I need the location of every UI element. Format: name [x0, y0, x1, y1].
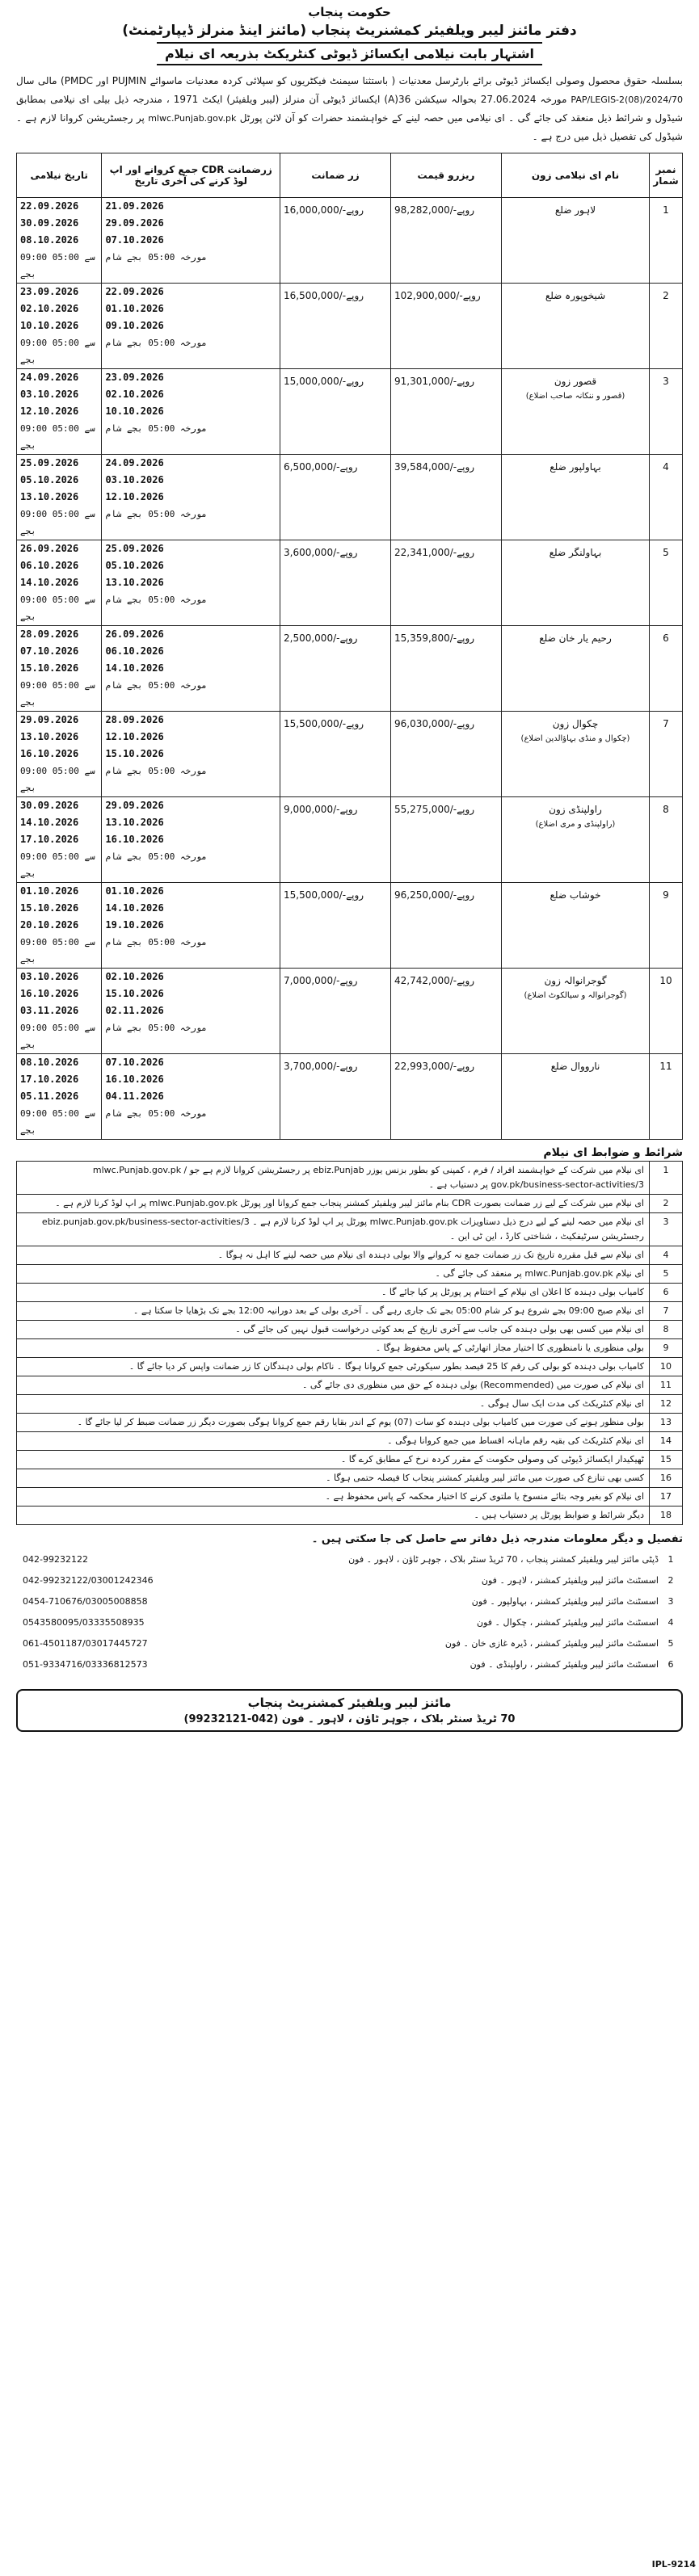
term-num: 16: [650, 1469, 683, 1488]
row-num: 11: [650, 1054, 683, 1140]
cdr-time: مورخہ 05:00 بجے شام: [105, 1108, 207, 1119]
row-reserve: 39,584,000/-روپے: [391, 455, 502, 540]
cdr-time: مورخہ 05:00 بجے شام: [105, 595, 207, 605]
zone-name: خوشاب ضلع: [550, 889, 601, 901]
auction-time: 09:00 سے 05:00 بجے: [20, 1023, 95, 1050]
row-num: 1: [650, 198, 683, 284]
row-reserve: 91,301,000/-روپے: [391, 369, 502, 455]
term-text: ای نیلام کنٹریکٹ کی بقیہ رقم ماہانہ اقساط میں جمع کروانا ہوگی ۔: [17, 1432, 650, 1451]
term-text: بولی منظوری یا نامنظوری کا اختیار مجاز اتھارٹی کے پاس محفوظ ہوگا ۔: [17, 1339, 650, 1358]
cdr-date: 29.09.2026: [105, 800, 164, 811]
term-row: [17, 1302, 683, 1321]
term-row: [17, 1376, 683, 1395]
row-num: 6: [650, 626, 683, 712]
cdr-date: 29.09.2026: [105, 217, 164, 229]
auction-time: 09:00 سے 05:00 بجے: [20, 338, 95, 365]
cdr-date: 13.10.2026: [105, 577, 164, 588]
auction-date: 16.10.2026: [20, 988, 79, 999]
row-reserve: 15,359,800/-روپے: [391, 626, 502, 712]
row-cdr-dates: [102, 284, 280, 369]
term-row: [17, 1339, 683, 1358]
term-text: ای نیلام میں شرکت کے لیے زر ضمانت بصورت CDR بنام مائنز لیبر ویلفیئر کمشنر پنجاب جمع کروانا اور پورٹل mlwc.Punjab.gov.pk پر اپ لوڈ کرنا لازم ہے ۔: [17, 1195, 650, 1213]
term-row: [17, 1213, 683, 1246]
col-reserve: ریزرو قیمت: [391, 153, 502, 198]
row-security: 15,000,000/-روپے: [280, 369, 391, 455]
auction-schedule-table: [16, 153, 683, 1140]
terms-title: شرائط و ضوابط ای نیلام: [543, 1146, 683, 1159]
term-text: ای نیلام سے قبل مقررہ تاریخ تک زر ضمانت جمع نہ کروانے والا بولی دہندہ ای نیلام میں حصہ لینے کا اہل نہ ہوگا ۔: [17, 1246, 650, 1265]
row-reserve: 96,250,000/-روپے: [391, 883, 502, 969]
contact-item: [16, 1591, 683, 1612]
auction-time: 09:00 سے 05:00 بجے: [20, 1108, 95, 1136]
row-cdr-dates: [102, 1054, 280, 1140]
term-num: 7: [650, 1302, 683, 1321]
auction-time: 09:00 سے 05:00 بجے: [20, 937, 95, 964]
term-num: 14: [650, 1432, 683, 1451]
cdr-date: 16.10.2026: [105, 834, 164, 845]
term-num: 1: [650, 1162, 683, 1195]
row-security: 15,500,000/-روپے: [280, 712, 391, 797]
table-row: [17, 369, 683, 455]
auction-time: 09:00 سے 05:00 بجے: [20, 252, 95, 279]
row-num: 4: [650, 455, 683, 540]
auction-date: 16.10.2026: [20, 748, 79, 759]
auction-date: 30.09.2026: [20, 800, 79, 811]
auction-date: 15.10.2026: [20, 902, 79, 914]
term-text: ای نیلام کو بغیر وجہ بتائے منسوخ یا ملتوی کرنے کا اختیار محکمہ کے پاس محفوظ ہے ۔: [17, 1488, 650, 1507]
auction-date: 25.09.2026: [20, 457, 79, 469]
intro-text-b: مورخہ 27.06.2024 بحوالہ سیکشن 36(A) ایکسائز ڈیوٹی آن منرلز (لیبر ویلفیئر) ایکٹ 1971 ، مندرجہ ذیل بیلی ای نیلامی بمطابق شیڈول و شرائط ذیل منعقد کی جائے گی ۔ ای نیلامی میں حصہ لینے کے خواہشمند حضرات کو آن لائن پورٹل: [16, 94, 683, 124]
row-auction-dates: [17, 284, 102, 369]
auction-time: 09:00 سے 05:00 بجے: [20, 766, 95, 793]
term-row: [17, 1321, 683, 1339]
term-text: ای نیلام میں حصہ لینے کے لیے درج ذیل دستاویزات mlwc.Punjab.gov.pk پورٹل پر اپ لوڈ کرنا لازم ہے ۔ ebiz.punjab.gov.pk/business-sector-activities/3 رجسٹریشن سرٹیفکیٹ ، شناختی کارڈ ، این ٹی این ۔: [17, 1213, 650, 1246]
contact-phone: 061-4501187/03017445727: [23, 1637, 148, 1649]
auction-time: 09:00 سے 05:00 بجے: [20, 851, 95, 879]
cdr-time: مورخہ 05:00 بجے شام: [105, 252, 207, 263]
cdr-date: 01.10.2026: [105, 303, 164, 314]
term-num: 4: [650, 1246, 683, 1265]
auction-date: 08.10.2026: [20, 1057, 79, 1068]
zone-name: لاہور ضلع: [554, 204, 596, 216]
row-reserve: 96,030,000/-روپے: [391, 712, 502, 797]
table-row: [17, 1054, 683, 1140]
contact-phone: 0454-710676/03005008858: [23, 1595, 148, 1607]
auction-date: 20.10.2026: [20, 919, 79, 931]
cdr-time: مورخہ 05:00 بجے شام: [105, 509, 207, 519]
zone-name: قصور زون: [554, 376, 597, 387]
contact-item: [16, 1654, 683, 1675]
term-num: 5: [650, 1265, 683, 1284]
table-row: [17, 883, 683, 969]
row-zone: [502, 198, 650, 284]
auction-date: 28.09.2026: [20, 628, 79, 640]
auction-time: 09:00 سے 05:00 بجے: [20, 680, 95, 708]
table-row: [17, 455, 683, 540]
cdr-date: 09.10.2026: [105, 320, 164, 331]
term-row: [17, 1162, 683, 1195]
term-num: 15: [650, 1451, 683, 1469]
auction-date: 12.10.2026: [20, 406, 79, 417]
cdr-date: 28.09.2026: [105, 714, 164, 725]
row-cdr-dates: [102, 883, 280, 969]
row-security: 2,500,000/-روپے: [280, 626, 391, 712]
term-text: ای نیلام کی صورت میں (Recommended) بولی دہندہ کے حق میں منظوری دی جائے گی ۔: [17, 1376, 650, 1395]
zone-name: نارووال ضلع: [550, 1061, 600, 1072]
cdr-time: مورخہ 05:00 بجے شام: [105, 1023, 207, 1033]
footer: [16, 1689, 683, 1732]
auction-date: 01.10.2026: [20, 885, 79, 897]
row-cdr-dates: [102, 626, 280, 712]
header-title: اشتہار بابت نیلامی ایکسائز ڈیوٹی کنٹریکٹ بذریعہ ای نیلام: [157, 42, 542, 65]
ipl-number: IPL-9214: [651, 2559, 696, 2570]
row-auction-dates: [17, 455, 102, 540]
row-num: 2: [650, 284, 683, 369]
contact-num: 3: [667, 1595, 674, 1607]
contact-num: 2: [667, 1574, 674, 1586]
cdr-time: مورخہ 05:00 بجے شام: [105, 851, 207, 862]
footer-address: 70 ٹریڈ سنٹر بلاک ، جوہر ٹاؤن ، لاہور ۔ فون (042-99232121): [183, 1713, 516, 1725]
row-zone: [502, 883, 650, 969]
auction-date: 10.10.2026: [20, 320, 79, 331]
contact-num: 4: [667, 1616, 674, 1628]
contact-office: اسسٹنٹ مائنز لیبر ویلفیئر کمشنر ، بہاولپور ۔ فون: [471, 1595, 659, 1607]
term-row: [17, 1432, 683, 1451]
auction-time: 09:00 سے 05:00 بجے: [20, 423, 95, 451]
cdr-date: 14.10.2026: [105, 902, 164, 914]
row-security: 3,600,000/-روپے: [280, 540, 391, 626]
zone-name: چکوال زون: [552, 718, 599, 729]
col-auction: تاریخ نیلامی: [17, 153, 102, 198]
header: [16, 5, 683, 65]
cdr-date: 13.10.2026: [105, 817, 164, 828]
zone-name: راولپنڈی زون: [549, 804, 602, 815]
auction-date: 26.09.2026: [20, 543, 79, 554]
row-reserve: 55,275,000/-روپے: [391, 797, 502, 883]
term-num: 13: [650, 1414, 683, 1432]
contacts-title: تفصیل و دیگر معلومات مندرجہ ذیل دفاتر سے حاصل کی جا سکتی ہیں ۔: [311, 1533, 683, 1545]
row-num: 5: [650, 540, 683, 626]
auction-date: 23.09.2026: [20, 286, 79, 297]
term-row: [17, 1284, 683, 1302]
table-row: [17, 540, 683, 626]
auction-date: 08.10.2026: [20, 234, 79, 246]
table-row: [17, 969, 683, 1054]
row-security: 9,000,000/-روپے: [280, 797, 391, 883]
intro-ref: PAP/LEGIS-2(08)/2024/70: [571, 95, 683, 105]
term-num: 6: [650, 1284, 683, 1302]
cdr-date: 19.10.2026: [105, 919, 164, 931]
row-zone: [502, 797, 650, 883]
row-reserve: 22,341,000/-روپے: [391, 540, 502, 626]
table-row: [17, 712, 683, 797]
term-text: دیگر شرائط و ضوابط پورٹل پر دستیاب ہیں ۔: [17, 1507, 650, 1525]
contact-office: اسسٹنٹ مائنز لیبر ویلفیئر کمشنر ، چکوال ۔ فون: [477, 1616, 659, 1628]
auction-date: 05.10.2026: [20, 474, 79, 485]
auction-date: 03.11.2026: [20, 1005, 79, 1016]
cdr-date: 10.10.2026: [105, 406, 164, 417]
contacts-list: [16, 1549, 683, 1675]
cdr-date: 16.10.2026: [105, 1074, 164, 1085]
cdr-date: 02.10.2026: [105, 971, 164, 982]
cdr-date: 02.11.2026: [105, 1005, 164, 1016]
auction-date: 29.09.2026: [20, 714, 79, 725]
contact-item: [16, 1549, 683, 1570]
auction-date: 24.09.2026: [20, 372, 79, 383]
row-num: 7: [650, 712, 683, 797]
auction-time: 09:00 سے 05:00 بجے: [20, 509, 95, 536]
cdr-date: 24.09.2026: [105, 457, 164, 469]
row-zone: [502, 455, 650, 540]
row-zone: [502, 540, 650, 626]
contact-office: ڈپٹی مائنز لیبر ویلفیئر کمشنر پنجاب ، 70 ٹریڈ سنٹر بلاک ، جوہر ٹاؤن ، لاہور ۔ فون: [348, 1553, 659, 1565]
contact-num: 5: [667, 1637, 674, 1649]
zone-name: گوجرانوالہ زون: [544, 975, 607, 986]
footer-office: مائنز لیبر ویلفیئر کمشنریٹ پنجاب: [247, 1696, 452, 1710]
row-auction-dates: [17, 540, 102, 626]
cdr-date: 04.11.2026: [105, 1090, 164, 1102]
cdr-date: 06.10.2026: [105, 645, 164, 657]
term-text: ای نیلام کنٹریکٹ کی مدت ایک سال ہوگی ۔: [17, 1395, 650, 1414]
auction-date: 03.10.2026: [20, 971, 79, 982]
contact-phone: 0543580095/03335508935: [23, 1616, 145, 1628]
row-auction-dates: [17, 712, 102, 797]
row-security: 16,000,000/-روپے: [280, 198, 391, 284]
zone-sub: (چکوال و منڈی بہاؤالدین اضلاع): [520, 734, 630, 743]
term-text: ای نیلام میں کسی بھی بولی دہندہ کی جانب سے آخری تاریخ کے بعد کوئی درخواست قبول نہیں کی جائے گی ۔: [17, 1321, 650, 1339]
auction-date: 13.10.2026: [20, 731, 79, 742]
contact-phone: 051-9334716/03336812573: [23, 1658, 148, 1670]
term-num: 11: [650, 1376, 683, 1395]
table-header-row: [17, 153, 683, 198]
auction-date: 13.10.2026: [20, 491, 79, 502]
contact-phone: 042-99232122/03001242346: [23, 1574, 154, 1586]
zone-sub: (راولپنڈی و مری اضلاع): [535, 820, 616, 829]
cdr-time: مورخہ 05:00 بجے شام: [105, 338, 207, 348]
row-auction-dates: [17, 369, 102, 455]
col-num: نمبر شمار: [650, 153, 683, 198]
zone-sub: (قصور و ننکانہ صاحب اضلاع): [525, 392, 625, 401]
row-zone: [502, 969, 650, 1054]
row-auction-dates: [17, 626, 102, 712]
cdr-date: 07.10.2026: [105, 234, 164, 246]
cdr-date: 15.10.2026: [105, 988, 164, 999]
contact-phone: 042-99232122: [23, 1553, 88, 1565]
cdr-time: مورخہ 05:00 بجے شام: [105, 423, 207, 434]
row-num: 10: [650, 969, 683, 1054]
header-office: دفتر مائنز لیبر ویلفیئر کمشنریٹ پنجاب (مائنز اینڈ منرلز ڈیپارٹمنٹ): [122, 23, 577, 39]
term-row: [17, 1358, 683, 1376]
col-name: نام ای نیلامی زون: [502, 153, 650, 198]
header-govt: حکومت پنجاب: [308, 5, 391, 19]
row-auction-dates: [17, 1054, 102, 1140]
auction-date: 02.10.2026: [20, 303, 79, 314]
row-num: 3: [650, 369, 683, 455]
contact-office: اسسٹنٹ مائنز لیبر ویلفیئر کمشنر ، ڈیرہ غازی خان ۔ فون: [444, 1637, 659, 1649]
row-num: 8: [650, 797, 683, 883]
auction-date: 30.09.2026: [20, 217, 79, 229]
intro-paragraph: [16, 72, 683, 146]
row-cdr-dates: [102, 969, 280, 1054]
row-zone: [502, 626, 650, 712]
table-row: [17, 797, 683, 883]
term-text: ای نیلام mlwc.Punjab.gov.pk پر منعقد کی جائے گی ۔: [17, 1265, 650, 1284]
term-num: 17: [650, 1488, 683, 1507]
cdr-date: 23.09.2026: [105, 372, 164, 383]
row-reserve: 102,900,000/-روپے: [391, 284, 502, 369]
zone-name: بہاولنگر ضلع: [549, 547, 602, 558]
term-num: 18: [650, 1507, 683, 1525]
row-auction-dates: [17, 969, 102, 1054]
cdr-time: مورخہ 05:00 بجے شام: [105, 766, 207, 776]
row-security: 7,000,000/-روپے: [280, 969, 391, 1054]
term-text: ای نیلام میں شرکت کے خواہشمند افراد / فرم ، کمپنی کو بطور بزنس یوزر ebiz.Punjab پر رجسٹریشن کروانا لازم ہے جو mlwc.Punjab.gov.pk / gov.pk/business-sector-activities/3 پر دستیاب ہے ۔: [17, 1162, 650, 1195]
intro-text-c: پر رجسٹریشن کروانا لازم ہے ۔ شیڈول کی تفصیل ذیل میں درج ہے ۔: [16, 112, 683, 142]
row-auction-dates: [17, 797, 102, 883]
row-reserve: 22,993,000/-روپے: [391, 1054, 502, 1140]
row-security: 15,500,000/-روپے: [280, 883, 391, 969]
term-text: بولی منظور ہونے کی صورت میں کامیاب بولی دہندہ کو سات (07) یوم کے اندر بقایا رقم جمع کروانا ہوگی بصورت دیگر زر ضمانت ضبط کر لیا جائے گا ۔: [17, 1414, 650, 1432]
term-text: ٹھیکیدار ایکسائز ڈیوٹی کی وصولی حکومت کے مقرر کردہ نرخ کے مطابق کرے گا ۔: [17, 1451, 650, 1469]
term-text: ای نیلام صبح 09:00 بجے شروع ہو کر شام 05:00 بجے تک جاری رہے گی ۔ آخری بولی کے بعد دورانیہ 12:00 بجے تک بڑھایا جا سکتا ہے ۔: [17, 1302, 650, 1321]
col-cdr: زرضمانت CDR جمع کروانے اور اپ لوڈ کرنے کی آخری تاریخ: [102, 153, 280, 198]
term-num: 8: [650, 1321, 683, 1339]
contact-item: [16, 1612, 683, 1633]
zone-name: رحیم یار خان ضلع: [539, 632, 612, 644]
term-row: [17, 1246, 683, 1265]
table-row: [17, 284, 683, 369]
contact-office: اسسٹنٹ مائنز لیبر ویلفیئر کمشنر ، لاہور ۔ فون: [481, 1574, 659, 1586]
row-cdr-dates: [102, 455, 280, 540]
auction-date: 05.11.2026: [20, 1090, 79, 1102]
cdr-date: 01.10.2026: [105, 885, 164, 897]
auction-time: 09:00 سے 05:00 بجے: [20, 595, 95, 622]
term-row: [17, 1451, 683, 1469]
cdr-time: مورخہ 05:00 بجے شام: [105, 937, 207, 948]
term-row: [17, 1488, 683, 1507]
table-row: [17, 626, 683, 712]
auction-date: 06.10.2026: [20, 560, 79, 571]
term-num: 9: [650, 1339, 683, 1358]
auction-date: 17.10.2026: [20, 834, 79, 845]
term-num: 3: [650, 1213, 683, 1246]
term-text: کسی بھی تنازع کی صورت میں مائنز لیبر ویلفیئر کمشنر پنجاب کا فیصلہ حتمی ہوگا ۔: [17, 1469, 650, 1488]
zone-name: بہاولپور ضلع: [550, 461, 601, 473]
row-zone: [502, 369, 650, 455]
row-security: 16,500,000/-روپے: [280, 284, 391, 369]
auction-date: 22.09.2026: [20, 200, 79, 212]
auction-date: 07.10.2026: [20, 645, 79, 657]
row-cdr-dates: [102, 369, 280, 455]
auction-date: 15.10.2026: [20, 662, 79, 674]
auction-date: 14.10.2026: [20, 817, 79, 828]
contact-item: [16, 1570, 683, 1591]
row-security: 3,700,000/-روپے: [280, 1054, 391, 1140]
row-security: 6,500,000/-روپے: [280, 455, 391, 540]
term-row: [17, 1195, 683, 1213]
row-zone: [502, 284, 650, 369]
auction-date: 14.10.2026: [20, 577, 79, 588]
row-reserve: 98,282,000/-روپے: [391, 198, 502, 284]
term-num: 2: [650, 1195, 683, 1213]
term-row: [17, 1507, 683, 1525]
auction-date: 17.10.2026: [20, 1074, 79, 1085]
cdr-date: 25.09.2026: [105, 543, 164, 554]
zone-sub: (گوجرانوالہ و سیالکوٹ اضلاع): [524, 991, 627, 1000]
intro-portal-link[interactable]: mlwc.Punjab.gov.pk: [148, 113, 237, 124]
row-num: 9: [650, 883, 683, 969]
term-text: کامیاب بولی دہندہ کو بولی کی رقم کا 25 فیصد بطور سیکورٹی جمع کروانا ہوگا ۔ ناکام بولی دہندگان کا زر ضمانت واپس کر دیا جائے گا ۔: [17, 1358, 650, 1376]
cdr-date: 12.10.2026: [105, 491, 164, 502]
contact-office: اسسٹنٹ مائنز لیبر ویلفیئر کمشنر ، راولپنڈی ۔ فون: [470, 1658, 659, 1670]
cdr-date: 03.10.2026: [105, 474, 164, 485]
term-row: [17, 1414, 683, 1432]
term-row: [17, 1265, 683, 1284]
cdr-date: 15.10.2026: [105, 748, 164, 759]
contact-num: 1: [667, 1553, 674, 1565]
row-cdr-dates: [102, 198, 280, 284]
advertisement-page: [16, 0, 683, 1732]
row-zone: [502, 1054, 650, 1140]
col-security: زر ضمانت: [280, 153, 391, 198]
contact-num: 6: [667, 1658, 674, 1670]
term-row: [17, 1469, 683, 1488]
cdr-date: 14.10.2026: [105, 662, 164, 674]
row-cdr-dates: [102, 797, 280, 883]
row-auction-dates: [17, 198, 102, 284]
cdr-date: 07.10.2026: [105, 1057, 164, 1068]
cdr-date: 12.10.2026: [105, 731, 164, 742]
cdr-time: مورخہ 05:00 بجے شام: [105, 680, 207, 691]
row-cdr-dates: [102, 712, 280, 797]
cdr-date: 26.09.2026: [105, 628, 164, 640]
row-reserve: 42,742,000/-روپے: [391, 969, 502, 1054]
term-text: کامیاب بولی دہندہ کا اعلان ای نیلام کے اختتام پر پورٹل پر کیا جائے گا ۔: [17, 1284, 650, 1302]
cdr-date: 21.09.2026: [105, 200, 164, 212]
cdr-date: 05.10.2026: [105, 560, 164, 571]
term-row: [17, 1395, 683, 1414]
intro-text-a: بسلسلہ حقوق محصول وصولی ایکسائز ڈیوٹی برائے بارٹرسل معدنیات ( باستثنا سیمنٹ فیکٹریوں کو سپلائی کردہ معدنیات ماسوائے PUJMIN اور PMDC) مالی سال: [16, 75, 684, 86]
cdr-date: 22.09.2026: [105, 286, 164, 297]
term-num: 10: [650, 1358, 683, 1376]
contact-item: [16, 1633, 683, 1654]
term-num: 12: [650, 1395, 683, 1414]
terms-table: [16, 1161, 683, 1525]
zone-name: شیخوپورہ ضلع: [545, 290, 606, 301]
cdr-date: 02.10.2026: [105, 389, 164, 400]
table-row: [17, 198, 683, 284]
auction-date: 03.10.2026: [20, 389, 79, 400]
row-auction-dates: [17, 883, 102, 969]
row-cdr-dates: [102, 540, 280, 626]
row-zone: [502, 712, 650, 797]
